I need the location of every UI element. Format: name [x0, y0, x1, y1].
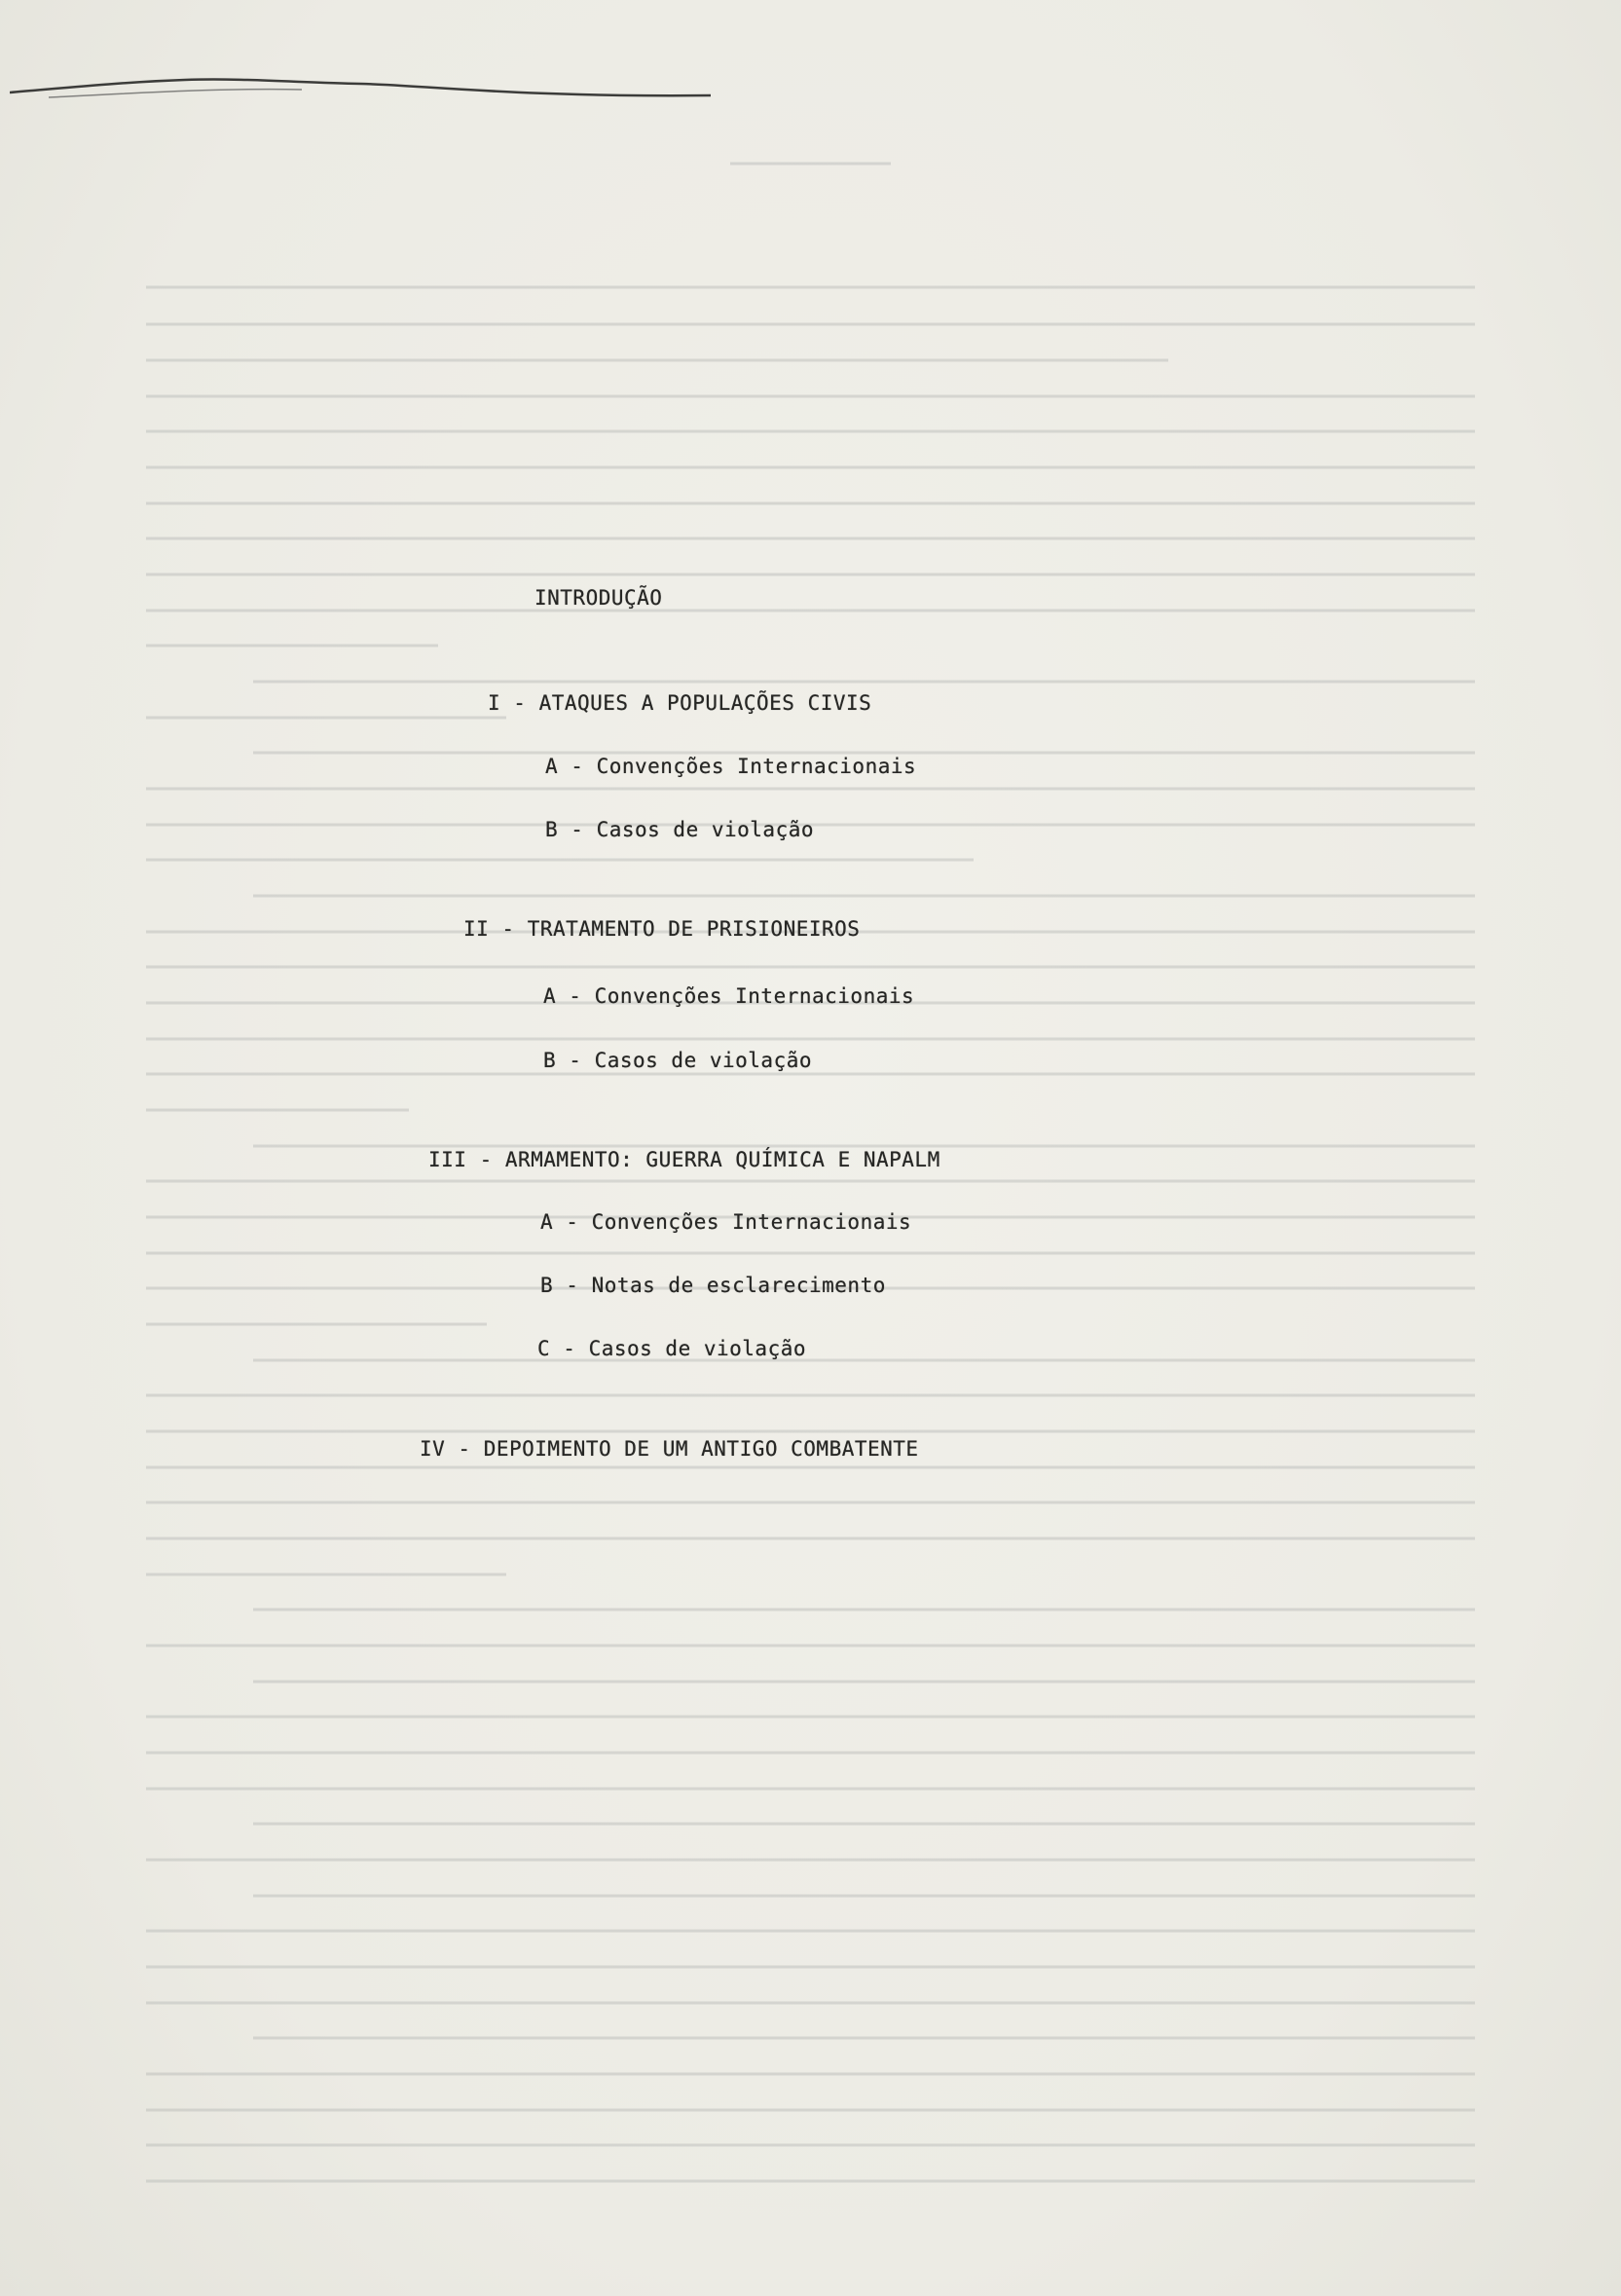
- toc-section-heading: III - ARMAMENTO: GUERRA QUÍMICA E NAPALM: [428, 1148, 940, 1171]
- toc-section-item: A - Convenções Internacionais: [540, 1210, 912, 1234]
- toc-section-item: B - Notas de esclarecimento: [540, 1274, 886, 1297]
- toc-title: INTRODUÇÃO: [534, 586, 663, 610]
- toc-section-item: B - Casos de violação: [545, 818, 815, 841]
- toc-section-item: A - Convenções Internacionais: [545, 755, 917, 778]
- toc-section-item: A - Convenções Internacionais: [543, 984, 915, 1008]
- toc-section-heading: I - ATAQUES A POPULAÇÕES CIVIS: [488, 691, 872, 715]
- toc-section-item: B - Casos de violação: [543, 1049, 813, 1072]
- toc-section-heading: II - TRATAMENTO DE PRISIONEIROS: [463, 917, 861, 941]
- toc-section-item: C - Casos de violação: [537, 1337, 807, 1360]
- toc-section-heading: IV - DEPOIMENTO DE UM ANTIGO COMBATENTE: [420, 1437, 919, 1461]
